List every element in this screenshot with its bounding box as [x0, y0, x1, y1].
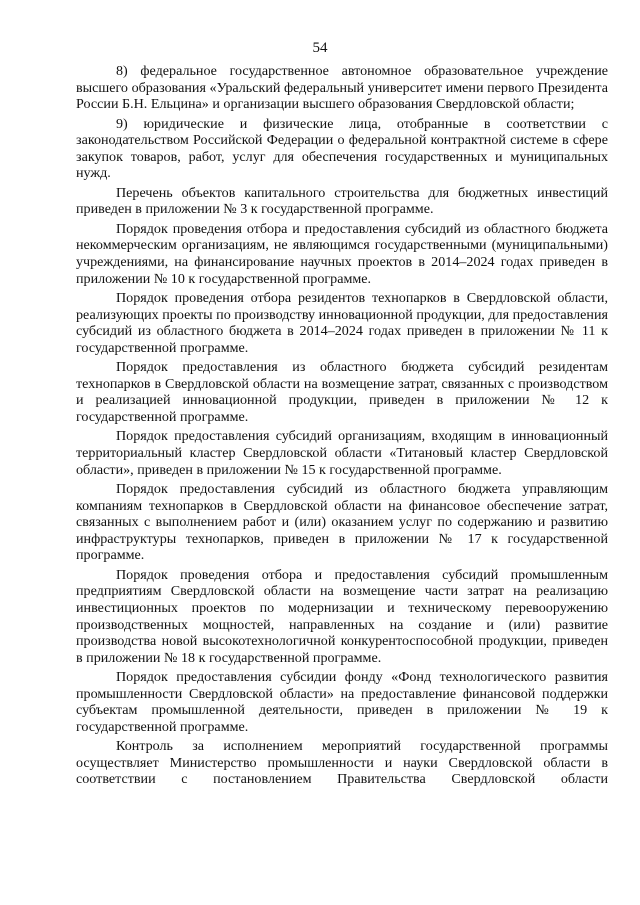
paragraph-control: Контроль за исполнением мероприятий государственной программы осуществляет Министерство промышленности и науки Свердловской области в соответствии с постановлением Правительства Свердловской области	[76, 738, 608, 788]
paragraph-item-8: 8) федеральное государственное автономное образовательное учреждение высшего образования «Уральский федеральный университет имени первого Президента России Б.Н. Ельцина» и организации высшего образования Свердловской области;	[76, 63, 608, 113]
paragraph-appendix-11: Порядок проведения отбора резидентов технопарков в Свердловской области, реализующих проекты по производству инновационной продукции, для предоставления субсидий из областного бюджета в 2014–2024 годах приведен в приложении № 11 к государственной программе.	[76, 290, 608, 356]
body-text	[76, 63, 608, 788]
paragraph-appendix-18: Порядок проведения отбора и предоставления субсидий промышленным предприятиям Свердловской области на возмещение части затрат на реализацию инвестиционных проектов по модернизации и техническому перевооружению производственных мощностей, направленных на создание и (или) развитие производства новой высокотехнологичной конкурентоспособной продукции, приведен в приложении № 18 к государственной программе.	[76, 566, 608, 666]
paragraph-appendix-10: Порядок проведения отбора и предоставления субсидий из областного бюджета некоммерческим организациям, не являющимся государственными (муниципальными) учреждениями, на финансирование научных проектов в 2014–2024 годах приведен в приложении № 10 к государственной программе.	[76, 220, 608, 287]
paragraph-capital-construction: Перечень объектов капитального строительства для бюджетных инвестиций приведен в приложении № 3 к государственной программе.	[76, 184, 608, 218]
paragraph-appendix-19: Порядок предоставления субсидии фонду «Фонд технологического развития промышленности Свердловской области» на предоставление финансовой поддержки субъектам промышленной деятельности, приведен в приложении № 19 к государственной программе.	[76, 669, 608, 735]
page-number: 54	[312, 40, 328, 56]
paragraph-appendix-17: Порядок предоставления субсидий из областного бюджета управляющим компаниям технопарков в Свердловской области на финансовое обеспечение затрат, связанных с выполнением работ и (или) оказанием услуг по содержанию и развитию инфраструктуры технопарков, приведен в приложении № 17 к государственной программе.	[76, 481, 608, 564]
paragraph-appendix-12: Порядок предоставления из областного бюджета субсидий резидентам технопарков в Свердловской области на возмещение затрат, связанных с производством и реализацией инновационной продукции, приведен в приложении № 12 к государственной программе.	[76, 359, 608, 425]
paragraph-appendix-15: Порядок предоставления субсидий организациям, входящим в инновационный территориальный кластер Свердловской области «Титановый кластер Свердловской области», приведен в приложении № 15 к государственной программе.	[76, 428, 608, 478]
paragraph-item-9: 9) юридические и физические лица, отобранные в соответствии с законодательством Российской Федерации о федеральной контрактной системе в сфере закупок товаров, работ, услуг для обеспечения государственных и муниципальных нужд.	[76, 115, 608, 182]
